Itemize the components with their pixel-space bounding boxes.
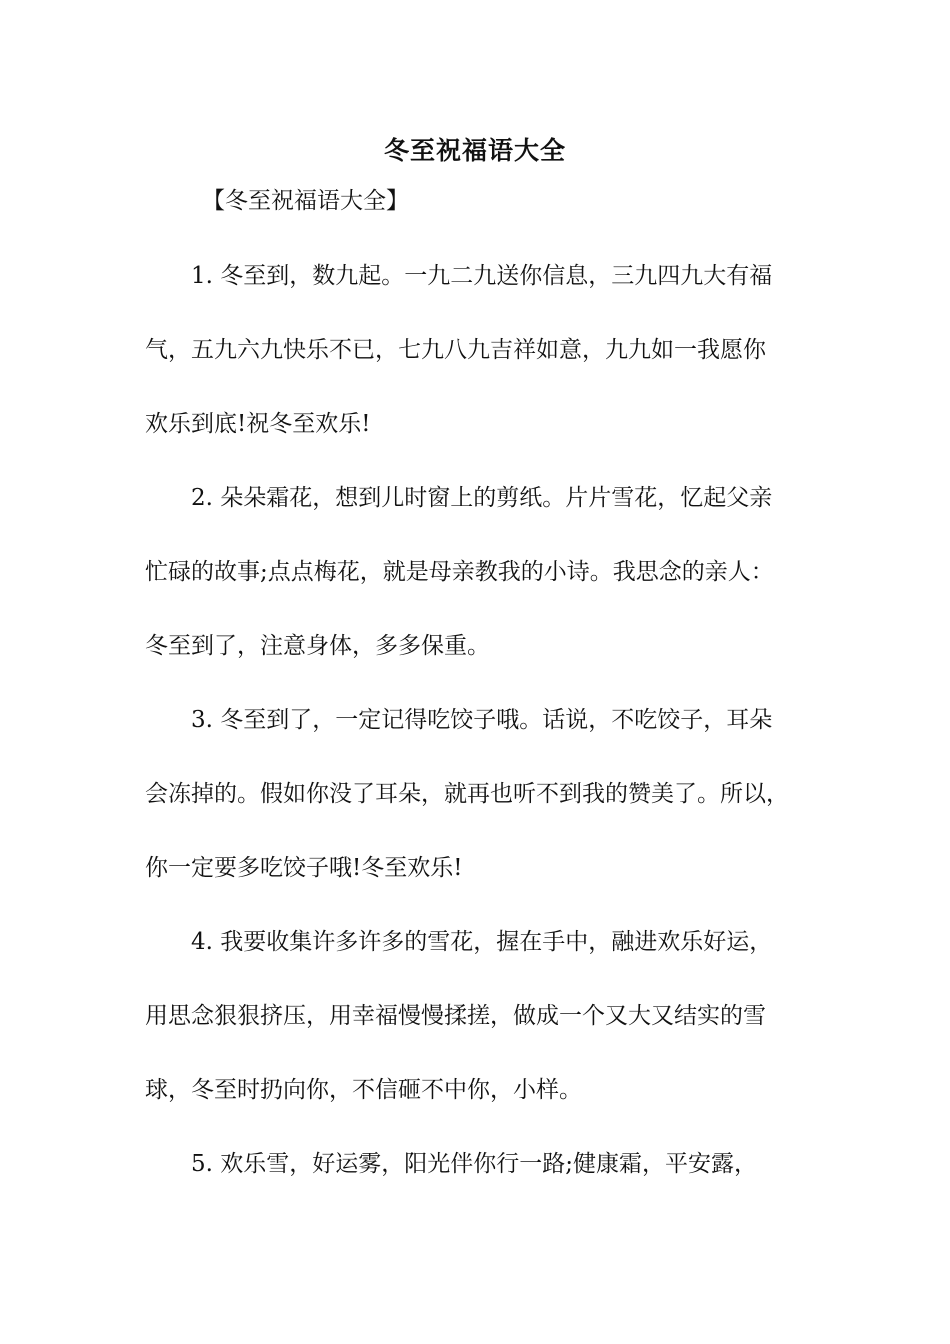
- paragraph-2: [145, 480, 813, 665]
- paragraph-line: 5. 欢乐雪，好运雾，阳光伴你行一路;健康霜，平安露，: [191, 1151, 758, 1177]
- paragraph-4: [145, 924, 813, 1109]
- document-body: [145, 258, 813, 1220]
- paragraph-5: [145, 1146, 813, 1183]
- paragraph-line: 3. 冬至到了，一定记得吃饺子哦。话说，不吃饺子，耳朵: [191, 707, 773, 733]
- paragraph-line: 1. 冬至到，数九起。一九二九送你信息，三九四九大有福: [191, 263, 773, 289]
- paragraph-line: 欢乐到底!祝冬至欢乐!: [145, 411, 371, 437]
- document-title: 冬至祝福语大全: [383, 136, 566, 165]
- paragraph-line: 你一定要多吃饺子哦!冬至欢乐!: [145, 855, 463, 881]
- paragraph-line: 2. 朵朵霜花，想到儿时窗上的剪纸。片片雪花，忆起父亲: [191, 485, 773, 511]
- paragraph-line: 冬至到了，注意身体，多多保重。: [145, 633, 490, 659]
- paragraph-line: 忙碌的故事;点点梅花，就是母亲教我的小诗。我思念的亲人：: [145, 559, 774, 585]
- paragraph-3: [145, 702, 813, 887]
- paragraph-line: 4. 我要收集许多许多的雪花，握在手中，融进欢乐好运，: [191, 929, 773, 955]
- document-subtitle: 【冬至祝福语大全】: [202, 188, 409, 214]
- paragraph-1: [145, 258, 813, 443]
- paragraph-line: 用思念狠狠挤压，用幸福慢慢揉搓，做成一个又大又结实的雪: [145, 1003, 766, 1029]
- paragraph-line: 球，冬至时扔向你，不信砸不中你，小样。: [145, 1077, 582, 1103]
- paragraph-line: 气，五九六九快乐不已，七九八九吉祥如意，九九如一我愿你: [145, 337, 766, 363]
- paragraph-line: 会冻掉的。假如你没了耳朵，就再也听不到我的赞美了。所以，: [145, 781, 789, 807]
